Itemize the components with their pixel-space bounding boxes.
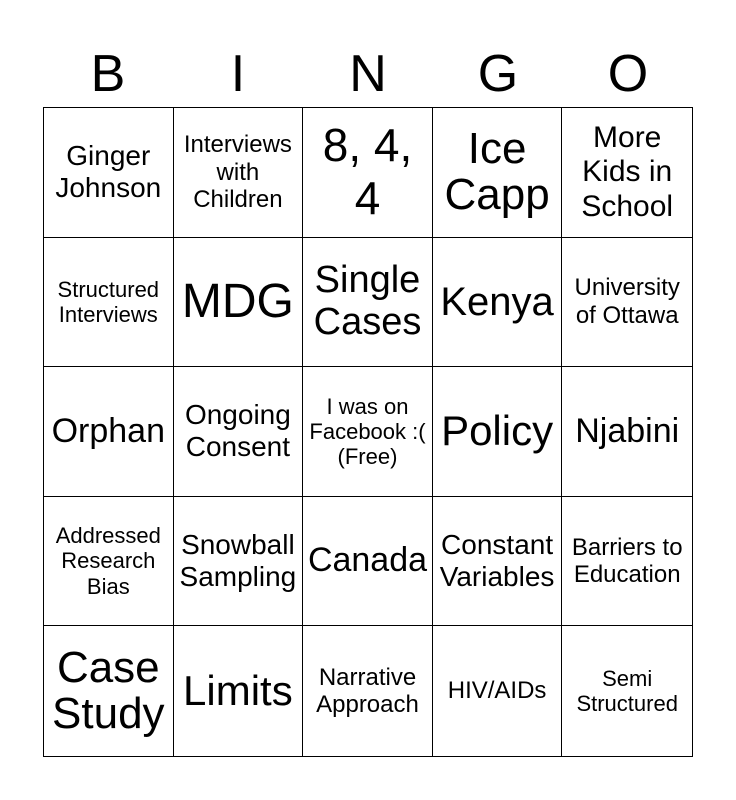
bingo-cell[interactable]: Orphan: [44, 367, 174, 497]
bingo-cell[interactable]: Addressed Research Bias: [44, 497, 174, 627]
bingo-cell[interactable]: Kenya: [433, 238, 563, 368]
bingo-cell[interactable]: Canada: [303, 497, 433, 627]
bingo-cell[interactable]: Snowball Sampling: [174, 497, 304, 627]
bingo-header: [43, 40, 693, 108]
header-letter-n: N: [349, 45, 387, 103]
bingo-cell[interactable]: Case Study: [44, 626, 174, 756]
bingo-cell[interactable]: Limits: [174, 626, 304, 756]
bingo-cell[interactable]: Narrative Approach: [303, 626, 433, 756]
bingo-cell[interactable]: Barriers to Education: [562, 497, 692, 627]
header-letter-b: B: [90, 45, 126, 103]
bingo-cell[interactable]: Ice Capp: [433, 108, 563, 238]
bingo-cell[interactable]: Structured Interviews: [44, 238, 174, 368]
bingo-cell[interactable]: Constant Variables: [433, 497, 563, 627]
bingo-cell[interactable]: 8, 4, 4: [303, 108, 433, 238]
bingo-cell[interactable]: Ongoing Consent: [174, 367, 304, 497]
bingo-cell[interactable]: More Kids in School: [562, 108, 692, 238]
bingo-cell[interactable]: MDG: [174, 238, 304, 368]
bingo-cell[interactable]: Interviews with Children: [174, 108, 304, 238]
bingo-cell-free[interactable]: I was on Facebook :( (Free): [303, 367, 433, 497]
bingo-cell[interactable]: Single Cases: [303, 238, 433, 368]
header-letter-o: O: [607, 45, 649, 103]
bingo-cell[interactable]: Semi Structured: [576, 665, 678, 717]
bingo-cell[interactable]: University of Ottawa: [562, 238, 692, 368]
bingo-cell[interactable]: Ginger Johnson: [44, 108, 174, 238]
bingo-cell[interactable]: Policy: [433, 367, 563, 497]
bingo-cell[interactable]: HIV/AIDs: [433, 626, 563, 756]
header-letter-i: I: [230, 45, 246, 103]
bingo-board: [43, 107, 693, 757]
header-letter-g: G: [477, 45, 519, 103]
bingo-cell[interactable]: Njabini: [562, 367, 692, 497]
